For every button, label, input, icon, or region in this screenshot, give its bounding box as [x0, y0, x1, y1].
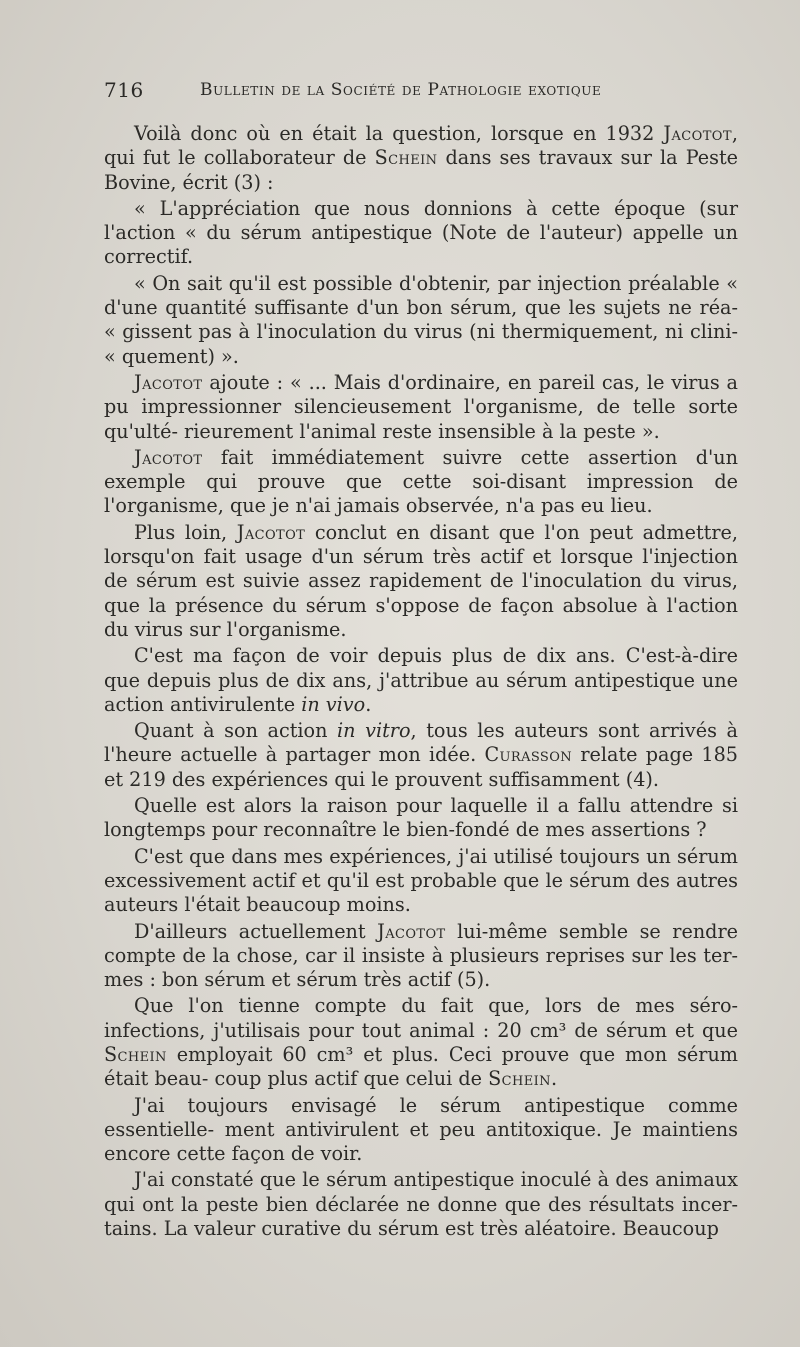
page-number: 716: [104, 78, 144, 102]
text-run: C'est que dans mes expériences, j'ai utilisé toujours un sérum excessivement actif et qu'il est probable que le sérum des autres auteurs l'était beaucoup moins.: [104, 844, 738, 917]
italic-text: in vitro: [337, 719, 411, 743]
text-run: conclut en disant que l'on peut admettre, lorsqu'on fait usage d'un sérum très actif et lorsque l'injection de sérum est suivie assez rapidement de l'inoculation du virus, que la présence du sérum s'oppose de façon absolue à l'action du virus sur l'organisme.: [104, 520, 738, 641]
author-name: Schein: [104, 1042, 167, 1066]
paragraph: [104, 794, 738, 843]
page-header: [104, 78, 754, 110]
text-run: « L'appréciation que nous donnions à cette époque (sur l'action « du sérum antipestique (Note de l'auteur) appelle un correctif.: [104, 196, 738, 269]
author-name: Jacotot: [134, 370, 203, 394]
paragraph: [104, 521, 738, 642]
author-name: Jacotot: [236, 520, 306, 544]
text-run: , tous les auteurs sont arrivés à l'heure actuelle à partager mon idée.: [104, 719, 738, 767]
text-run: , qui fut le collaborateur de: [104, 122, 738, 170]
author-name: Jacotot: [377, 919, 446, 943]
running-title: Bulletin de la Société de Pathologie exotique: [200, 80, 602, 100]
text-run: fait immédiatement suivre cette assertion d'un exemple qui prouve que cette soi-disant impression de l'organisme, que je n'ai jamais observée, n'a pas eu lieu.: [104, 445, 738, 518]
text-run: lui-même semble se rendre compte de la chose, car il insiste à plusieurs reprises sur les ter- mes : bon sérum et sérum très actif (5).: [104, 919, 738, 992]
paragraph: [104, 920, 738, 993]
paragraph: [104, 197, 738, 270]
paragraph: [104, 371, 738, 444]
text-run: Quant à son action: [134, 719, 338, 743]
text-run: employait 60 cm³ et plus. Ceci prouve que mon sérum était beau- coup plus actif que celui de: [104, 1042, 738, 1091]
author-name: Schein: [374, 146, 438, 170]
text-run: ajoute : « ... Mais d'ordinaire, en pareil cas, le virus a pu impressionner silencieusement l'organisme, de telle sorte qu'ulté- rieurement l'animal reste insensible à la peste ».: [104, 370, 738, 443]
paragraph: [104, 446, 738, 519]
paragraph: [104, 719, 738, 792]
author-name: Schein: [488, 1067, 551, 1091]
text-run: Plus loin,: [134, 520, 237, 544]
text-run: J'ai constaté que le sérum antipestique inoculé à des animaux qui ont la peste bien déclarée ne donne que des résultats incer- tains. La valeur curative du sérum est très aléatoire. Beaucoup: [104, 1168, 738, 1241]
text-run: « On sait qu'il est possible d'obtenir, par injection préalable « d'une quantité suffisante d'un bon sérum, que les sujets ne réa- « gissent pas à l'inoculation du virus (ni thermiquement, ni clini- « quement) ».: [104, 271, 738, 368]
text-run: J'ai toujours envisagé le sérum antipestique comme essentielle- ment antivirulent et peu antitoxique. Je maintiens encore cette façon de voir.: [104, 1093, 738, 1166]
text-run: relate page 185 et 219 des expériences qui le prouvent suffisamment (4).: [104, 743, 739, 791]
text-run: C'est ma façon de voir depuis plus de dix ans. C'est-à-dire que depuis plus de dix ans, j'attribue au sérum antipestique une action antivirulente: [104, 644, 738, 716]
paragraph: [104, 994, 738, 1091]
author-name: Jacotot: [134, 445, 203, 469]
paragraph: [104, 1168, 738, 1241]
author-name: Jacotot: [663, 122, 732, 145]
paragraph: [104, 122, 738, 195]
text-run: Quelle est alors la raison pour laquelle il a fallu attendre si longtemps pour reconnaître le bien-fondé de mes assertions ?: [104, 794, 738, 842]
text-run: .: [550, 1067, 558, 1091]
body-text: [104, 122, 738, 1243]
paragraph: [104, 1094, 738, 1167]
text-run: D'ailleurs actuellement: [134, 919, 378, 943]
text-run: Voilà donc où en était la question, lorsque en 1932: [134, 122, 664, 145]
text-run: .: [365, 692, 372, 716]
author-name: Curasson: [484, 743, 573, 767]
text-run: dans ses travaux sur la Peste Bovine, écrit (3) :: [104, 146, 739, 194]
italic-text: in vivo: [301, 692, 366, 716]
text-run: Que l'on tienne compte du fait que, lors de mes séro-infections, j'utilisais pour tout animal : 20 cm³ de sérum et que: [104, 994, 738, 1042]
paragraph: [104, 644, 738, 717]
paragraph: [104, 845, 738, 918]
paragraph: [104, 272, 738, 369]
